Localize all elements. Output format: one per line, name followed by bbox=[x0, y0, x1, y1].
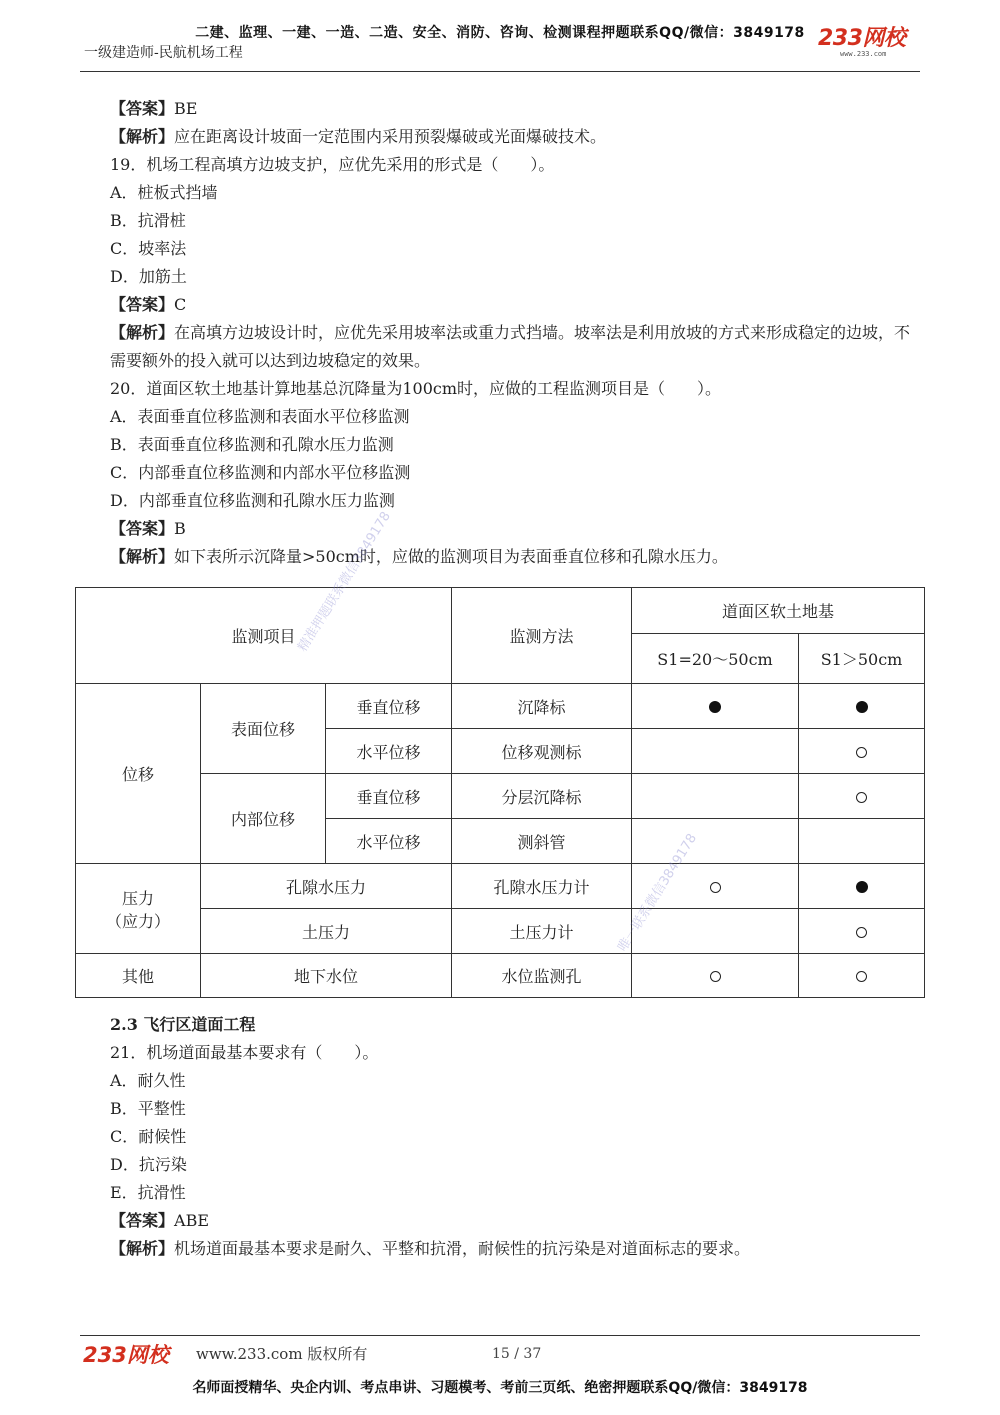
analysis-tag: 【解析】 bbox=[110, 547, 175, 566]
method-settlement-marker: 沉降标 bbox=[452, 684, 632, 729]
cell-empty bbox=[799, 819, 925, 864]
q19-answer bbox=[76, 291, 926, 319]
q20-answer bbox=[76, 515, 926, 543]
cell-empty bbox=[632, 729, 799, 774]
analysis-tag: 【解析】 bbox=[110, 323, 175, 342]
sub-surface-displacement: 表面位移 bbox=[201, 684, 326, 774]
header-monitoring-item: 监测项目 bbox=[76, 588, 452, 684]
method-inclinometer: 测斜管 bbox=[452, 819, 632, 864]
required-mark-icon bbox=[856, 881, 868, 893]
answer-value: C bbox=[174, 295, 187, 314]
q21-option-a: A．耐久性 bbox=[110, 1071, 186, 1090]
cell-optional bbox=[799, 954, 925, 998]
q19-option-b: B．抗滑桩 bbox=[110, 211, 186, 230]
optional-mark-icon bbox=[856, 792, 867, 803]
q19-stem: 19．机场工程高填方边坡支护，应优先采用的形式是（ ）。 bbox=[110, 155, 555, 174]
answer-tag: 【答案】 bbox=[110, 295, 175, 314]
group-displacement: 位移 bbox=[76, 684, 201, 864]
analysis-text: 应在距离设计坡面一定范围内采用预裂爆破或光面爆破技术。 bbox=[174, 127, 607, 146]
document-body bbox=[76, 95, 926, 571]
footer-logo: 233网校 bbox=[83, 1343, 169, 1367]
optional-mark-icon bbox=[856, 747, 867, 758]
cell-optional bbox=[632, 954, 799, 998]
document-body-continued bbox=[76, 1011, 926, 1263]
group-pressure-sub: （应力） bbox=[105, 911, 170, 931]
q19-option-d: D．加筋土 bbox=[110, 267, 187, 286]
item-earth-pressure: 土压力 bbox=[201, 909, 452, 954]
analysis-text: 机场道面最基本要求是耐久、平整和抗滑，耐候性的抗污染是对道面标志的要求。 bbox=[174, 1239, 751, 1258]
group-pressure bbox=[76, 864, 201, 954]
cell-required bbox=[799, 864, 925, 909]
q19-analysis bbox=[76, 319, 926, 375]
document-subtitle: 一级建造师-民航机场工程 bbox=[84, 45, 243, 61]
q20-stem: 20．道面区软土地基计算地基总沉降量为100cm时，应做的工程监测项目是（ ）。 bbox=[110, 379, 722, 398]
q18-analysis bbox=[76, 123, 926, 151]
required-mark-icon bbox=[709, 701, 721, 713]
item-groundwater: 地下水位 bbox=[201, 954, 452, 998]
watermark-text: 唯一联系微信3849178 bbox=[615, 831, 701, 955]
answer-value: BE bbox=[174, 99, 198, 118]
analysis-tag: 【解析】 bbox=[110, 1239, 175, 1258]
logo-url: www.233.com bbox=[840, 50, 887, 58]
method-layered-settlement: 分层沉降标 bbox=[452, 774, 632, 819]
q20-option-b: B．表面垂直位移监测和孔隙水压力监测 bbox=[110, 435, 394, 454]
header-divider bbox=[80, 71, 920, 72]
method-water-level-well: 水位监测孔 bbox=[452, 954, 632, 998]
footer-promo-line: 名师面授精华、央企内训、考点串讲、习题模考、考前三页纸、绝密押题联系QQ/微信：3849178 bbox=[192, 1380, 808, 1396]
cell-empty bbox=[632, 774, 799, 819]
cell-empty bbox=[632, 819, 799, 864]
q21-analysis bbox=[76, 1235, 926, 1263]
q21-answer bbox=[76, 1207, 926, 1235]
method-piezometer: 孔隙水压力计 bbox=[452, 864, 632, 909]
required-mark-icon bbox=[856, 701, 868, 713]
q21-option-e: E．抗滑性 bbox=[110, 1183, 186, 1202]
group-other: 其他 bbox=[76, 954, 201, 998]
method-earth-pressure-cell: 土压力计 bbox=[452, 909, 632, 954]
q19-option-c: C．坡率法 bbox=[110, 239, 187, 258]
q21-option-c: C．耐候性 bbox=[110, 1127, 187, 1146]
analysis-text: 在高填方边坡设计时，应优先采用坡率法或重力式挡墙。坡率法是利用放坡的方式来形成稳定的边坡，不需要额外的投入就可以达到边坡稳定的效果。 bbox=[110, 323, 911, 370]
logo-text: 233网校 bbox=[818, 26, 906, 51]
group-pressure-label: 压力 bbox=[121, 888, 154, 908]
q20-option-c: C．内部垂直位移监测和内部水平位移监测 bbox=[110, 463, 411, 482]
answer-tag: 【答案】 bbox=[110, 519, 175, 538]
q20-option-d: D．内部垂直位移监测和孔隙水压力监测 bbox=[110, 491, 395, 510]
q20-analysis bbox=[76, 543, 926, 571]
optional-mark-icon bbox=[710, 882, 721, 893]
cell-required bbox=[799, 684, 925, 729]
item-vertical: 垂直位移 bbox=[326, 684, 452, 729]
item-pore-pressure: 孔隙水压力 bbox=[201, 864, 452, 909]
optional-mark-icon bbox=[856, 927, 867, 938]
q21-stem: 21．机场道面最基本要求有（ ）。 bbox=[110, 1043, 379, 1062]
cell-required bbox=[632, 684, 799, 729]
q21-option-b: B．平整性 bbox=[110, 1099, 186, 1118]
answer-tag: 【答案】 bbox=[110, 99, 175, 118]
footer-divider bbox=[80, 1335, 920, 1336]
answer-tag: 【答案】 bbox=[110, 1211, 175, 1230]
header-promo-line: 二建、监理、一建、一造、二造、安全、消防、咨询、检测课程押题联系QQ/微信：3849178 bbox=[195, 25, 805, 41]
page-number: 15 / 37 bbox=[492, 1346, 542, 1362]
footer-copyright: www.233.com 版权所有 bbox=[196, 1345, 368, 1363]
cell-optional bbox=[799, 774, 925, 819]
monitoring-table bbox=[75, 587, 925, 998]
q21-option-d: D．抗污染 bbox=[110, 1155, 187, 1174]
answer-value: B bbox=[174, 519, 186, 538]
item-horizontal: 水平位移 bbox=[326, 819, 452, 864]
brand-logo bbox=[818, 28, 928, 64]
analysis-text: 如下表所示沉降量>50cm时，应做的监测项目为表面垂直位移和孔隙水压力。 bbox=[174, 547, 728, 566]
q19-option-a: A．桩板式挡墙 bbox=[110, 183, 218, 202]
cell-optional bbox=[799, 729, 925, 774]
cell-optional bbox=[799, 909, 925, 954]
header-monitoring-method: 监测方法 bbox=[452, 588, 632, 684]
header-s1-over: S1＞50cm bbox=[799, 634, 925, 684]
sub-internal-displacement: 内部位移 bbox=[201, 774, 326, 864]
cell-optional bbox=[632, 864, 799, 909]
item-horizontal: 水平位移 bbox=[326, 729, 452, 774]
header-soft-ground: 道面区软土地基 bbox=[632, 588, 925, 634]
optional-mark-icon bbox=[710, 971, 721, 982]
optional-mark-icon bbox=[856, 971, 867, 982]
answer-value: ABE bbox=[174, 1211, 210, 1230]
header-s1-range: S1=20～50cm bbox=[632, 634, 799, 684]
q18-answer bbox=[76, 95, 926, 123]
q20-option-a: A．表面垂直位移监测和表面水平位移监测 bbox=[110, 407, 410, 426]
analysis-tag: 【解析】 bbox=[110, 127, 175, 146]
item-vertical: 垂直位移 bbox=[326, 774, 452, 819]
watermark-text: 精准押题联系微信3849178 bbox=[295, 509, 394, 655]
section-heading: 2.3 飞行区道面工程 bbox=[110, 1015, 256, 1034]
method-displacement-marker: 位移观测标 bbox=[452, 729, 632, 774]
cell-empty bbox=[632, 909, 799, 954]
